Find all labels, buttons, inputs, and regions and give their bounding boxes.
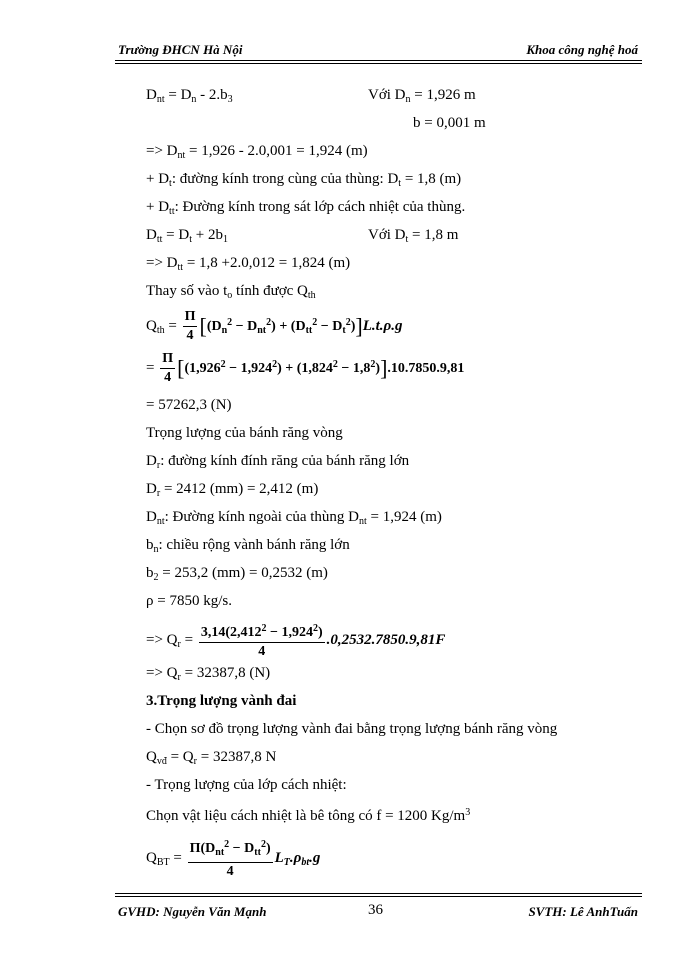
header-rule <box>115 60 642 61</box>
pi-over-4: $\frac{\Pi}{4}$ <box>184 309 196 343</box>
page-header <box>118 40 638 60</box>
value-b2: $b_2 = 253,2$ (mm) = 0,2532 (m) <box>146 565 328 583</box>
def-dtt: + $D_{tt}$: Đường kính trong sát lớp cách nhiệt của thùng. <box>146 199 466 217</box>
result-dnt: => $D_{nt} = 1,926 - 2.0,001 = 1,924$ (m) <box>146 143 368 161</box>
footer-student: SVTH: Lê AnhTuấn <box>528 904 638 919</box>
formula-qth-values: = $\frac{\Pi}{4}$ $[(1,926^2 - 1,924^2) + (1,824^2 - 1,8^2)].10.7850.9,81$ <box>146 351 465 385</box>
choose-scheme: - Chọn sơ đồ trọng lượng vành đai bằng trọng lượng bánh răng vòng <box>146 721 558 737</box>
given-dn: Với $D_n = 1,926$ m <box>368 87 476 105</box>
value-rho: ρ = 7850 kg/s. <box>146 593 232 609</box>
section-ring-gear: Trọng lượng của bánh răng vòng <box>146 425 343 441</box>
substitute-note: Thay số vào $t_o$ tính được $Q_{th}$ <box>146 283 316 301</box>
def-dt: + $D_t$: đường kính trong cùng của thùng: $D_t = 1,8$ (m) <box>146 171 462 189</box>
formula-qbt: $Q_{BT}$ = $\frac{\Pi(D_{nt}^2 - D_{tt}^2)}{4}$ $L_T.\rho_{bt}.g$ <box>146 836 320 881</box>
result-qth: = 57262,3 (N) <box>146 397 232 413</box>
value-qvd: $Q_{vđ} = Q_r = 32387,8$ N <box>146 749 277 767</box>
section-heading-3: 3.Trọng lượng vành đai <box>146 693 297 709</box>
formula-qr: => $Q_r$ = $\frac{3,14(2,412^2 - 1,924^2)}{4}$ .0,2532.7850.9,81F <box>146 620 445 661</box>
pi-over-4-second: $\frac{\Pi}{4}$ <box>162 351 174 385</box>
def-bn: $b_n$: chiều rộng vành bánh răng lớn <box>146 537 350 555</box>
header-rule-thin <box>115 63 642 64</box>
footer-rule <box>115 896 642 897</box>
header-faculty: Khoa công nghệ hoá <box>526 42 638 57</box>
formula-qth: $Q_{th}$ = $\frac{\Pi}{4}$ $[(D_n^2 - D_{nt}^2) + (D_{tt}^2 - D_t^2)]L.t.\rho.g$ <box>146 309 403 343</box>
def-dr: $D_r$: đường kính đính răng của bánh răng lớn <box>146 453 410 471</box>
qbt-fraction: $\frac{\Pi(D_{nt}^2 - D_{tt}^2)}{4}$ <box>188 836 273 881</box>
footer-rule-thin <box>115 893 642 894</box>
result-qr: => $Q_r = 32387,8$ (N) <box>146 665 271 683</box>
given-b: b = 0,001 m <box>413 115 486 131</box>
def-dnt: $D_{nt}$: Đường kính ngoài của thùng $D_{nt} = 1,924$ (m) <box>146 509 442 527</box>
value-dr: $D_r = 2412$ (mm) = 2,412 (m) <box>146 481 319 499</box>
insulation-material: Chọn vật liệu cách nhiệt là bê tông có f = 1200 $Kg/m^3$ <box>146 807 471 824</box>
header-school: Trường ĐHCN Hà Nội <box>118 42 243 57</box>
formula-dtt: $D_{tt} = D_t + 2b_1$ <box>146 227 228 245</box>
page-number: 36 <box>368 902 383 918</box>
footer-supervisor: GVHD: Nguyễn Văn Mạnh <box>118 904 267 919</box>
formula-dnt: $D_{nt} = D_n - 2.b_3$ <box>146 87 233 105</box>
page-footer <box>118 902 638 922</box>
insulation-weight: - Trọng lượng của lớp cách nhiệt: <box>146 777 347 793</box>
given-dt: Với $D_t = 1,8$ m <box>368 227 459 245</box>
qr-fraction: $\frac{3,14(2,412^2 - 1,924^2)}{4}$ <box>199 620 325 661</box>
result-dtt: => $D_{tt} = 1,8 +2.0,012 = 1,824$ (m) <box>146 255 351 273</box>
